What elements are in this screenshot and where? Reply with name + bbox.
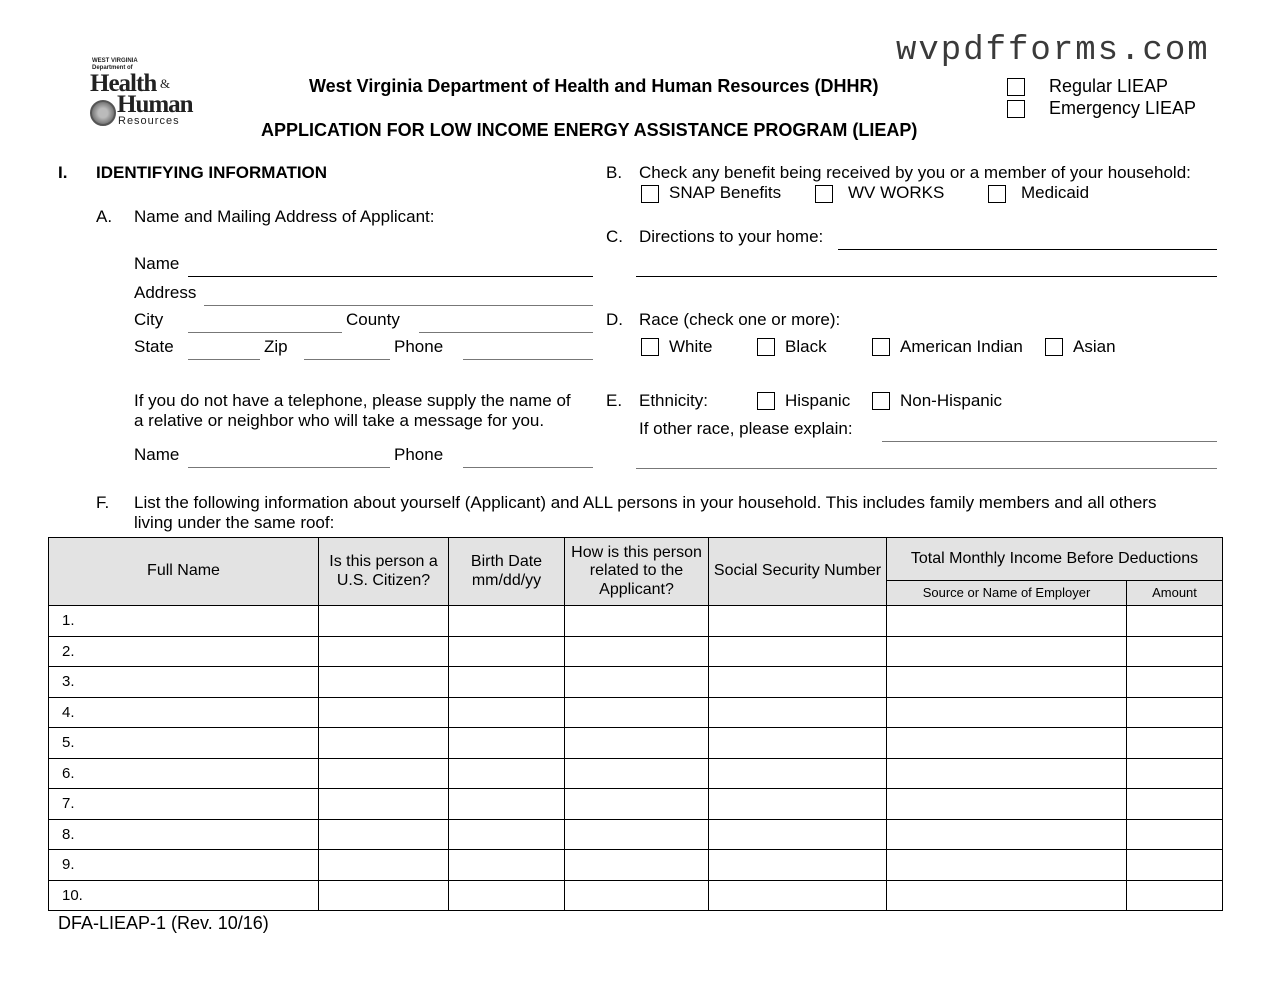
relation-cell[interactable] <box>565 850 709 881</box>
ssn-cell[interactable] <box>709 758 887 789</box>
citizen-cell[interactable] <box>319 819 449 850</box>
citizen-cell[interactable] <box>319 850 449 881</box>
regular-lieap-label: Regular LIEAP <box>1049 76 1169 96</box>
citizen-cell[interactable] <box>319 758 449 789</box>
income-amount-cell[interactable] <box>1127 728 1223 759</box>
ssn-cell[interactable] <box>709 880 887 911</box>
relation-cell[interactable] <box>565 728 709 759</box>
relation-cell[interactable] <box>565 789 709 820</box>
ssn-cell[interactable] <box>709 697 887 728</box>
income-amount-cell[interactable] <box>1127 789 1223 820</box>
county-field[interactable] <box>419 332 593 333</box>
agency-name: West Virginia Department of Health and Human Resources (DHHR) <box>309 76 879 96</box>
asian-checkbox[interactable] <box>1045 338 1063 356</box>
full-name-cell[interactable] <box>49 880 319 911</box>
ssn-cell[interactable] <box>709 789 887 820</box>
income-source-cell[interactable] <box>887 606 1127 637</box>
city-field[interactable] <box>188 332 342 333</box>
ssn-cell[interactable] <box>709 606 887 637</box>
full-name-cell[interactable] <box>49 758 319 789</box>
birth-date-cell[interactable] <box>449 819 565 850</box>
header-relation: How is this person related to the Applicant? <box>565 538 709 606</box>
income-source-cell[interactable] <box>887 819 1127 850</box>
non-hispanic-label: Non-Hispanic <box>900 391 1003 410</box>
full-name-cell[interactable] <box>49 789 319 820</box>
row-number: 7. <box>62 795 75 813</box>
full-name-cell[interactable] <box>49 850 319 881</box>
birth-date-cell[interactable] <box>449 667 565 698</box>
section-f-line2: living under the same roof: <box>134 513 335 532</box>
medicaid-checkbox[interactable] <box>988 185 1006 203</box>
header-income: Total Monthly Income Before Deductions <box>887 538 1223 581</box>
row-number: 2. <box>62 642 75 660</box>
row-number: 6. <box>62 764 75 782</box>
income-amount-cell[interactable] <box>1127 758 1223 789</box>
name-field[interactable] <box>188 276 593 277</box>
income-source-cell[interactable] <box>887 636 1127 667</box>
section-d-letter: D. <box>606 310 623 329</box>
relation-cell[interactable] <box>565 819 709 850</box>
snap-checkbox[interactable] <box>641 185 659 203</box>
emergency-lieap-checkbox[interactable] <box>1007 100 1025 118</box>
logo-resources: Resources <box>118 115 180 127</box>
relation-cell[interactable] <box>565 880 709 911</box>
logo-line1: WEST VIRGINIA <box>92 58 138 64</box>
wv-works-checkbox[interactable] <box>815 185 833 203</box>
contact-phone-label: Phone <box>394 445 444 464</box>
american-indian-checkbox[interactable] <box>872 338 890 356</box>
header-ssn: Social Security Number <box>709 538 887 606</box>
income-source-cell[interactable] <box>887 728 1127 759</box>
income-source-cell[interactable] <box>887 758 1127 789</box>
income-amount-cell[interactable] <box>1127 880 1223 911</box>
dhhr-logo <box>88 58 198 130</box>
citizen-cell[interactable] <box>319 789 449 820</box>
income-source-cell[interactable] <box>887 850 1127 881</box>
wv-works-label: WV WORKS <box>848 183 945 202</box>
ssn-cell[interactable] <box>709 850 887 881</box>
asian-label: Asian <box>1073 337 1116 356</box>
row-number: 5. <box>62 734 75 752</box>
citizen-cell[interactable] <box>319 728 449 759</box>
row-number: 4. <box>62 703 75 721</box>
other-race-label: If other race, please explain: <box>639 419 853 438</box>
zip-field[interactable] <box>304 359 390 360</box>
relation-cell[interactable] <box>565 758 709 789</box>
state-seal-icon <box>90 100 116 126</box>
directions-field-1[interactable] <box>838 249 1217 250</box>
section-title: IDENTIFYING INFORMATION <box>96 163 328 182</box>
white-checkbox[interactable] <box>641 338 659 356</box>
citizen-cell[interactable] <box>319 606 449 637</box>
citizen-cell[interactable] <box>319 697 449 728</box>
no-phone-instruction-2: a relative or neighbor who will take a message for you. <box>134 411 545 430</box>
section-b-letter: B. <box>606 163 623 182</box>
income-source-cell[interactable] <box>887 697 1127 728</box>
income-amount-cell[interactable] <box>1127 819 1223 850</box>
city-label: City <box>134 310 164 329</box>
table-row <box>49 697 1223 728</box>
section-e-letter: E. <box>606 391 623 410</box>
full-name-cell[interactable] <box>49 819 319 850</box>
header-citizen: Is this person a U.S. Citizen? <box>319 538 449 606</box>
phone-field[interactable] <box>463 359 593 360</box>
citizen-cell[interactable] <box>319 880 449 911</box>
birth-date-cell[interactable] <box>449 880 565 911</box>
snap-label: SNAP Benefits <box>669 183 782 202</box>
relation-cell[interactable] <box>565 667 709 698</box>
logo-human: Human <box>117 91 193 118</box>
table-row <box>49 880 1223 911</box>
section-c-title: Directions to your home: <box>639 227 824 246</box>
birth-date-cell[interactable] <box>449 758 565 789</box>
relation-cell[interactable] <box>565 636 709 667</box>
watermark-text: wvpdfforms.com <box>896 32 1210 70</box>
ssn-cell[interactable] <box>709 819 887 850</box>
birth-date-cell[interactable] <box>449 728 565 759</box>
contact-phone-field[interactable] <box>463 467 593 468</box>
table-row <box>49 758 1223 789</box>
income-source-cell[interactable] <box>887 789 1127 820</box>
income-amount-cell[interactable] <box>1127 667 1223 698</box>
address-field[interactable] <box>204 305 593 306</box>
black-checkbox[interactable] <box>757 338 775 356</box>
ssn-cell[interactable] <box>709 728 887 759</box>
header-source: Source or Name of Employer <box>887 581 1127 606</box>
section-b-title: Check any benefit being received by you or a member of your household: <box>639 163 1191 182</box>
row-number: 10. <box>62 886 83 904</box>
row-number: 8. <box>62 825 75 843</box>
income-source-cell[interactable] <box>887 880 1127 911</box>
birth-date-cell[interactable] <box>449 850 565 881</box>
household-table <box>48 537 1223 911</box>
logo-amp: & <box>160 76 171 91</box>
ssn-cell[interactable] <box>709 636 887 667</box>
section-a-letter: A. <box>96 207 113 226</box>
logo-health: Health <box>90 70 157 97</box>
birth-date-cell[interactable] <box>449 697 565 728</box>
other-race-field-2[interactable] <box>636 468 1217 469</box>
header-full-name: Full Name <box>49 538 319 606</box>
no-phone-instruction-1: If you do not have a telephone, please supply the name of <box>134 391 571 410</box>
state-label: State <box>134 337 174 356</box>
header-amount: Amount <box>1127 581 1223 606</box>
income-source-cell[interactable] <box>887 667 1127 698</box>
full-name-cell[interactable] <box>49 697 319 728</box>
section-a-title: Name and Mailing Address of Applicant: <box>134 207 435 226</box>
phone-label: Phone <box>394 337 444 356</box>
ssn-cell[interactable] <box>709 667 887 698</box>
zip-label: Zip <box>264 337 288 356</box>
state-field[interactable] <box>188 359 260 360</box>
header-birth-date: Birth Date mm/dd/yy <box>449 538 565 606</box>
county-label: County <box>346 310 400 329</box>
full-name-cell[interactable] <box>49 728 319 759</box>
full-name-cell[interactable] <box>49 606 319 637</box>
other-race-field-1[interactable] <box>882 441 1217 442</box>
contact-name-label: Name <box>134 445 180 464</box>
medicaid-label: Medicaid <box>1021 183 1090 202</box>
hispanic-checkbox[interactable] <box>757 392 775 410</box>
non-hispanic-checkbox[interactable] <box>872 392 890 410</box>
black-label: Black <box>785 337 827 356</box>
logo-line2: Department of <box>92 64 133 71</box>
relation-cell[interactable] <box>565 606 709 637</box>
form-title: APPLICATION FOR LOW INCOME ENERGY ASSISTANCE PROGRAM (LIEAP) <box>261 120 918 140</box>
row-number: 9. <box>62 856 75 874</box>
section-f-letter: F. <box>96 493 110 512</box>
hispanic-label: Hispanic <box>785 391 851 410</box>
regular-lieap-checkbox[interactable] <box>1007 78 1025 96</box>
birth-date-cell[interactable] <box>449 789 565 820</box>
table-row <box>49 667 1223 698</box>
citizen-cell[interactable] <box>319 667 449 698</box>
contact-name-field[interactable] <box>188 467 390 468</box>
address-label: Address <box>134 283 197 302</box>
directions-field-2[interactable] <box>636 276 1217 277</box>
birth-date-cell[interactable] <box>449 636 565 667</box>
name-label: Name <box>134 254 180 273</box>
emergency-lieap-label: Emergency LIEAP <box>1049 98 1197 118</box>
american-indian-label: American Indian <box>900 337 1023 356</box>
income-amount-cell[interactable] <box>1127 850 1223 881</box>
row-number: 1. <box>62 612 75 630</box>
income-amount-cell[interactable] <box>1127 606 1223 637</box>
form-number: DFA-LIEAP-1 (Rev. 10/16) <box>58 913 269 933</box>
table-row <box>49 728 1223 759</box>
full-name-cell[interactable] <box>49 667 319 698</box>
table-row <box>49 819 1223 850</box>
table-row <box>49 606 1223 637</box>
birth-date-cell[interactable] <box>449 606 565 637</box>
white-label: White <box>669 337 713 356</box>
relation-cell[interactable] <box>565 697 709 728</box>
row-number: 3. <box>62 673 75 691</box>
table-row <box>49 789 1223 820</box>
section-d-title: Race (check one or more): <box>639 310 841 329</box>
section-f-line1: List the following information about yourself (Applicant) and ALL persons in your household. This includes family members and all others <box>134 493 1157 512</box>
income-amount-cell[interactable] <box>1127 697 1223 728</box>
section-e-title: Ethnicity: <box>639 391 708 410</box>
full-name-cell[interactable] <box>49 636 319 667</box>
section-c-letter: C. <box>606 227 623 246</box>
table-row <box>49 850 1223 881</box>
citizen-cell[interactable] <box>319 636 449 667</box>
section-number: I. <box>58 163 68 182</box>
table-row <box>49 636 1223 667</box>
income-amount-cell[interactable] <box>1127 636 1223 667</box>
